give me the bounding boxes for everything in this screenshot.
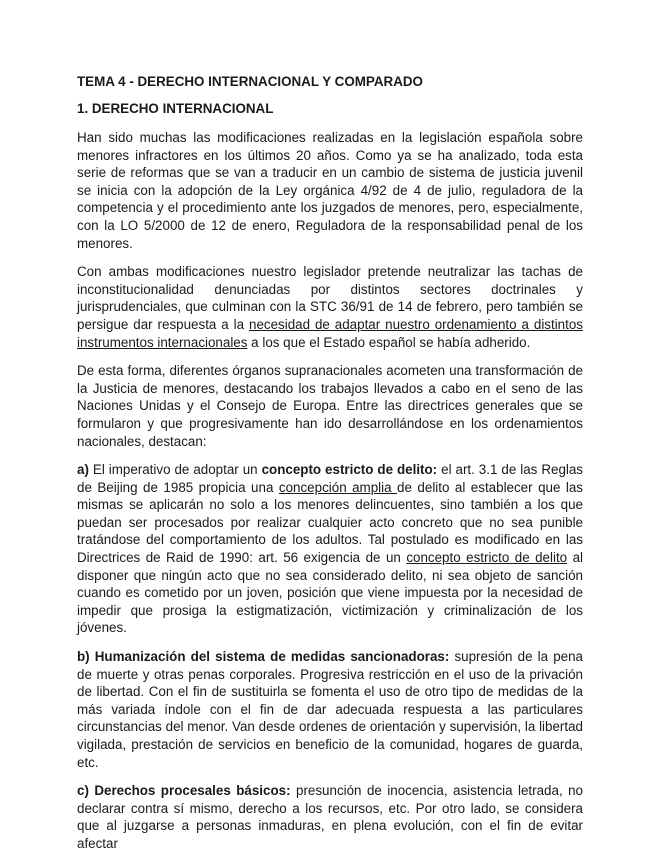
- paragraph-b: [77, 648, 583, 771]
- document-title: TEMA 4 - DERECHO INTERNACIONAL Y COMPARADO: [77, 74, 423, 89]
- paragraph-b-text: supresión de la pena de muerte y otras penas corporales. Progresiva restricción en el uso de la privación de libertad. Con el fin de sustituirla se fomenta el uso de otro tipo de medidas de la más variada índole con el fin de dar adecuada respuesta a las particulares circunstancias del menor. Van desde ordenes de orientación y supervisión, la libertad vigilada, prestación de servicios en beneficio de la comunidad, hogares de guarda, etc.: [77, 649, 583, 770]
- paragraph-a-bold-a: concepto estricto de delito:: [261, 462, 438, 478]
- paragraph-c-text: presunción de inocencia, asistencia letrada, no declarar contra sí mismo, derecho a los recursos, etc. Por otro lado, se considera que al juzgarse a personas inmaduras, en plena evolución, con el fin de evitar afectar: [77, 783, 583, 851]
- paragraph-1: Han sido muchas las modificaciones realizadas en la legislación española sobre menores infractores en los últimos 20 años. Como ya se ha analizado, toda esta serie de reformas que se van a traducir en un cambio de sistema de justicia juvenil se inicia con la adopción de la Ley orgánica 4/92 de 4 de julio, reguladora de la competencia y el procedimiento ante los juzgados de menores, pero, especialmente, con la LO 5/2000 de 12 de enero, Reguladora de la responsabilidad penal de los menores.: [77, 130, 583, 251]
- paragraph-2: [77, 263, 583, 351]
- section-heading: 1. DERECHO INTERNACIONAL: [77, 101, 274, 116]
- paragraph-c-bold: c) Derechos procesales básicos:: [77, 783, 291, 799]
- paragraph-2-underline-b: instrumentos internacionales: [77, 334, 248, 350]
- paragraph-2-text-c: a los que el Estado español se había adherido.: [247, 334, 531, 350]
- paragraph-a-text-b: el art. 3.1 de las Reglas de Beijing de 1985 propicia una: [77, 462, 584, 495]
- paragraph-2-text-a: Con ambas modificaciones nuestro legislador pretende neutralizar las tachas de inconstitucionalidad denunciadas por distintos sectores doctrinales y jurisprudenciales, que culminan con la STC 36/91 de 14 de febrero, pero también se persigue dar respuesta a la: [77, 264, 583, 332]
- paragraph-a-text-a: El imperativo de adoptar un: [88, 462, 262, 478]
- paragraph-3: De esta forma, diferentes órganos supranacionales acometen una transformación de la Justicia de menores, destacando los trabajos llevados a cabo en el seno de las Naciones Unidas y el Consejo de Europa. Entre las directrices generales que se formularon y que progresivamente han ido desarrollándose en los ordenamientos nacionales, destacan:: [77, 363, 583, 449]
- paragraph-c: [77, 782, 583, 852]
- paragraph-a: [77, 461, 583, 637]
- paragraph-a-label: a): [77, 462, 89, 478]
- paragraph-a-text-c: de delito al establecer que las mismas se aplicarán no solo a los menores delincuentes, sino también a los que puedan ser procesados por realizar cualquier acto concreto que no sea punible tratándose del comportamiento de los adultos. Tal postulado es modificado en las Directrices de Raid de 1990: art. 56 exigencia de un: [77, 479, 584, 566]
- paragraph-a-underline-a: concepción amplia: [278, 479, 398, 495]
- paragraph-2-underline-a: necesidad de adaptar nuestro ordenamiento a distintos: [249, 316, 583, 332]
- paragraph-a-text-d: al disponer que ningún acto que no sea considerado delito, ni sea objeto de sanción cuando es cometido por un joven, posición que viene impuesta por la necesidad de impedir que prosiga la estigmatización, victimización y criminalización de los jóvenes.: [77, 550, 584, 636]
- paragraph-a-underline-b: concepto estricto de delito: [406, 550, 568, 566]
- paragraph-b-bold: b) Humanización del sistema de medidas sancionadoras:: [77, 649, 450, 665]
